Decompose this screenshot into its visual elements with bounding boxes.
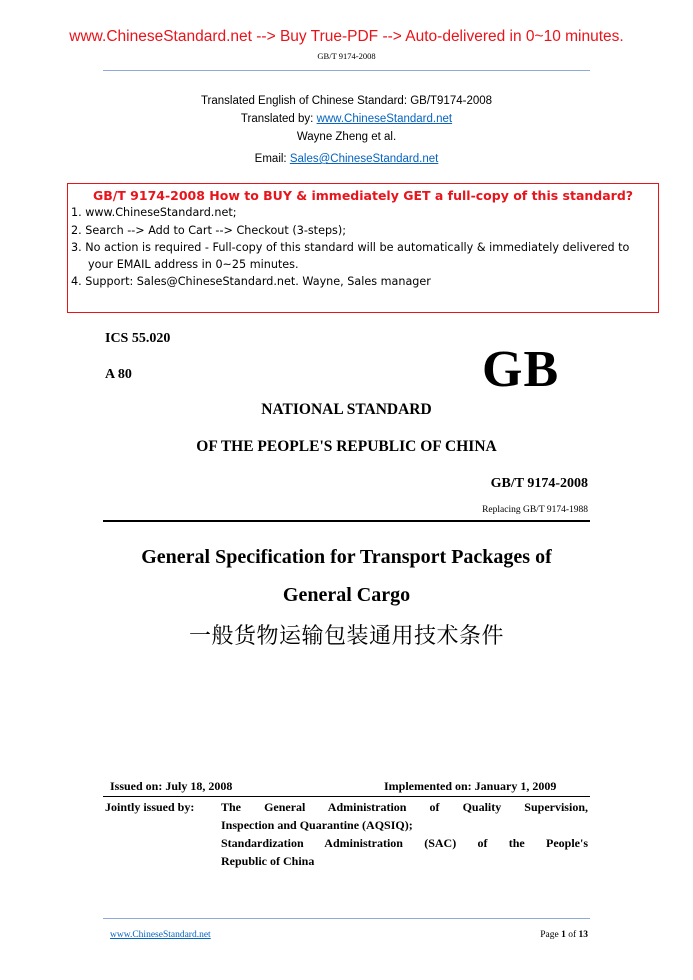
prc-heading: OF THE PEOPLE'S REPUBLIC OF CHINA: [196, 438, 497, 455]
issuer-line-4: Republic of China: [221, 854, 315, 868]
footer-rule: [103, 918, 590, 919]
purchase-banner[interactable]: www.ChineseStandard.net --> Buy True-PDF --> Auto-delivered in 0~10 minutes.: [69, 28, 624, 45]
buy-step-1: 1. www.ChineseStandard.net;: [71, 206, 237, 219]
buy-step-3: 3. No action is required - Full-copy of this standard will be automatically & immediately delivered to: [71, 241, 630, 254]
page-total: 13: [578, 930, 588, 940]
ccs-code: A 80: [105, 367, 132, 382]
translated-by-label: Translated by:: [240, 113, 314, 125]
buy-step-3-continued: your EMAIL address in 0~25 minutes.: [88, 258, 299, 271]
replacing-note: Replacing GB/T 9174-1988: [482, 505, 588, 515]
issuer-line-1: The General Administration of Quality Supervision,: [221, 800, 588, 814]
issuer-line-2: Inspection and Quarantine (AQSIQ);: [221, 818, 413, 832]
email-line: [0, 153, 693, 165]
chinese-title: 一般货物运输包装通用技术条件: [188, 624, 504, 649]
email-label: Email:: [254, 153, 287, 165]
implemented-date: Implemented on: January 1, 2009: [384, 779, 557, 793]
header-standard-code: GB/T 9174-2008: [317, 51, 376, 61]
english-title-line-1: General Specification for Transport Packages of: [141, 546, 552, 568]
translators: Wayne Zheng et al.: [296, 131, 397, 143]
buy-box-title: GB/T 9174-2008 How to BUY & immediately GET a full-copy of this standard?: [92, 188, 634, 203]
page-label: Page: [540, 930, 559, 940]
dates-rule: [103, 796, 590, 797]
email-link[interactable]: Sales@ChineseStandard.net: [289, 153, 439, 165]
page-of-label: of: [568, 930, 577, 940]
title-rule: [103, 520, 590, 522]
issuer-line-3: Standardization Administration (SAC) of the People's: [221, 836, 588, 850]
standard-number: GB/T 9174-2008: [490, 476, 588, 491]
buy-step-2: 2. Search --> Add to Cart --> Checkout (3-steps);: [71, 224, 347, 237]
page-number: 1: [561, 930, 566, 940]
footer-site-link[interactable]: www.ChineseStandard.net: [110, 930, 211, 940]
translation-line: Translated English of Chinese Standard: GB/T9174-2008: [200, 95, 493, 107]
translator-site-link[interactable]: www.ChineseStandard.net: [316, 113, 453, 125]
buy-step-4: 4. Support: Sales@ChineseStandard.net. Wayne, Sales manager: [71, 275, 431, 288]
header-rule: [103, 70, 590, 71]
jointly-issued-label: Jointly issued by:: [105, 800, 195, 814]
ics-code: ICS 55.020: [105, 331, 171, 346]
page-indicator: [490, 930, 588, 940]
translated-by-line: [0, 113, 693, 125]
national-standard-heading: NATIONAL STANDARD: [261, 401, 432, 418]
issued-date: Issued on: July 18, 2008: [110, 779, 233, 793]
buy-instructions-box: [67, 183, 659, 313]
english-title-line-2: General Cargo: [282, 584, 411, 606]
gb-mark: GB: [482, 341, 560, 398]
